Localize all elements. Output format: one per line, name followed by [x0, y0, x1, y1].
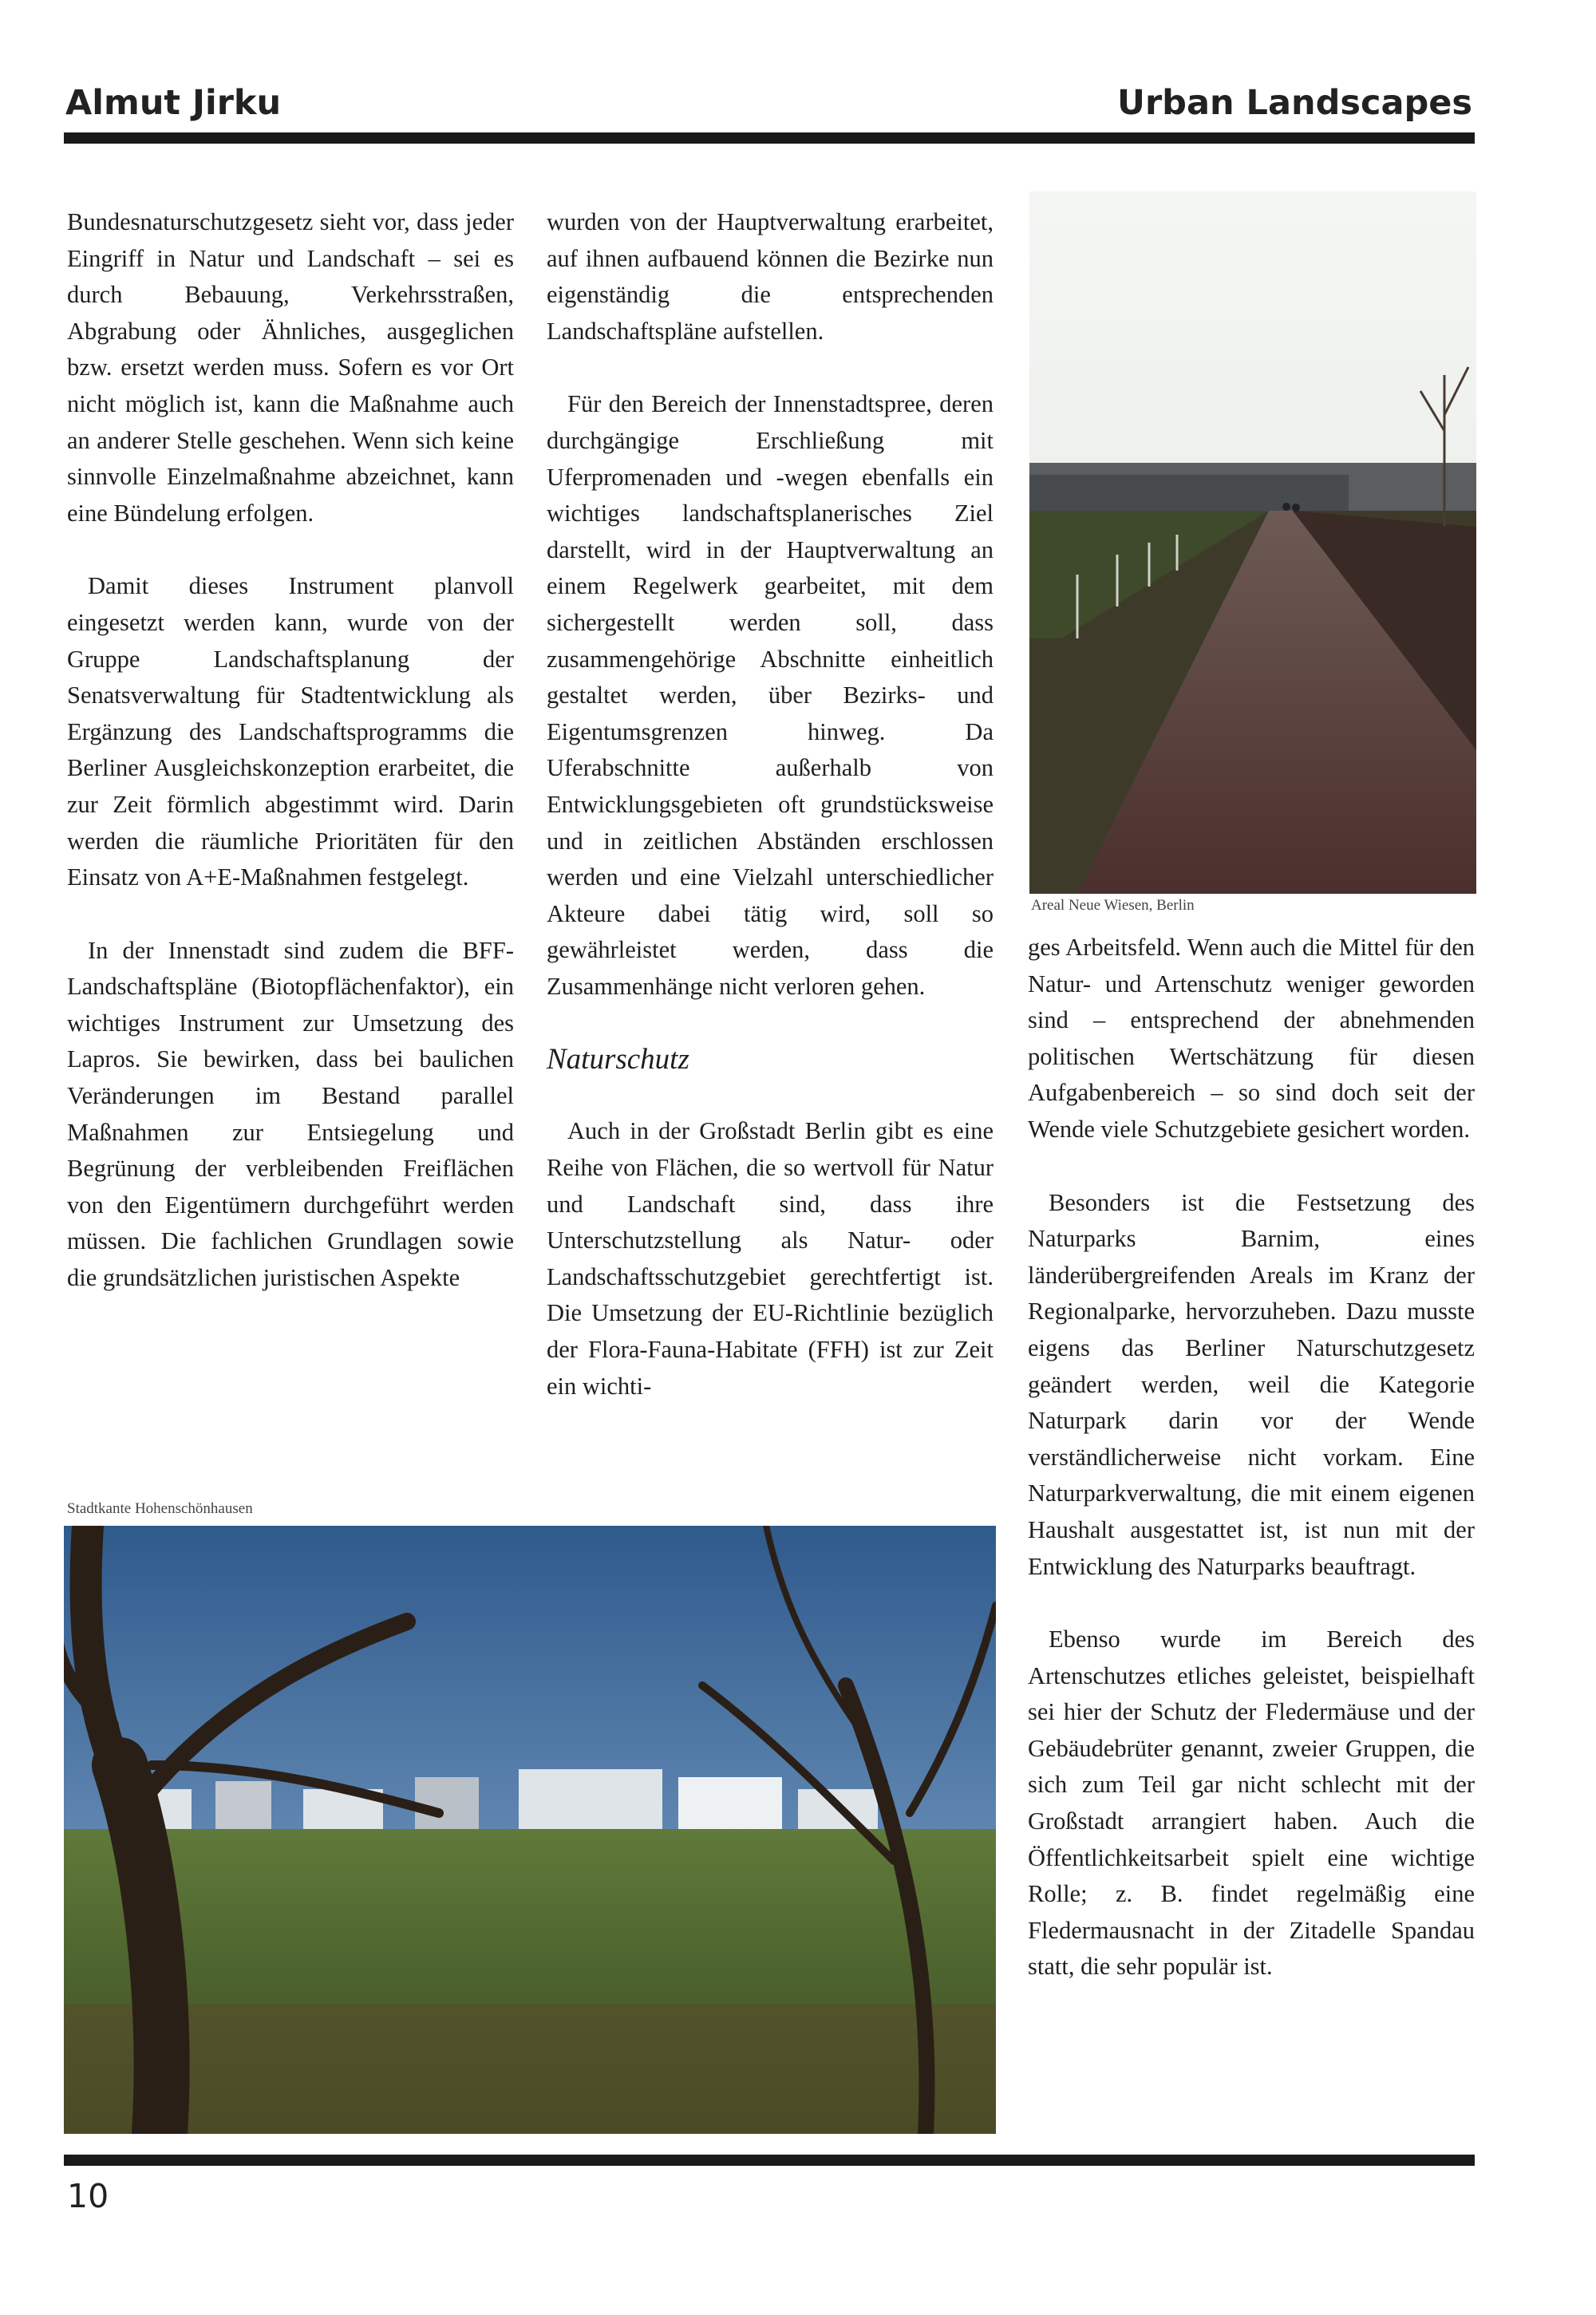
paragraph: Ebenso wurde im Bereich des Artenschutzes etliches geleistet, beispielhaft sei hier der Schutz der Fledermäuse und der Gebäudebrüter genannt, zweier Gruppen, die sich zum Teil gar nicht schlecht mit der Großstadt arrangiert haben. Auch die Öffentlichkeitsarbeit spielt eine wichtige Rolle; z. B. findet regelmäßig eine Fledermausnacht in der Zitadelle Spandau statt, die sehr populär ist.: [1028, 1626, 1475, 1981]
header-series-title: Urban Landscapes: [1117, 83, 1472, 123]
photo-stadtkante-hohenschoenhausen: [64, 1526, 996, 2134]
header-author: Almut Jirku: [65, 83, 282, 123]
paragraph: Für den Bereich der Innenstadtspree, deren durchgängige Erschließung mit Uferpromenaden und -wegen ebenfalls ein wichtiges landschaftsplanerisches Ziel darstellt, wird in der Hauptverwaltung an einem Regelwerk gearbeitet, mit dem sichergestellt werden soll, dass zusammengehörige Abschnitte einheitlich gestaltet werden, über Bezirks- und Eigentumsgrenzen hinweg. Da Uferabschnitte außerhalb von Entwicklungsgebieten oft grundstücksweise und in zeitlichen Abständen erschlossen werden und eine Vielzahl unterschiedlicher Akteure dabei tätig wird, soll so gewährleistet werden, dass die Zusammenhänge nicht verloren gehen.: [547, 390, 994, 1000]
page-number: 10: [67, 2177, 109, 2215]
text-column-1: [67, 204, 514, 1333]
paragraph: In der Innenstadt sind zudem die BFF-Landschaftspläne (Biotopflächenfaktor), ein wichtiges Instrument zur Umsetzung des Lapros. Sie bewirken, dass bei baulichen Veränderungen im Bestand parallel Maßnahmen zur Entsiegelung und Begrünung der verbleibenden Freiflächen von den Eigentümern durchgeführt werden müssen. Die fachlichen Grundlagen sowie die grundsätzlichen juristischen Aspekte: [67, 936, 514, 1292]
paragraph: Bundesnaturschutzgesetz sieht vor, dass jeder Eingriff in Natur und Landschaft – sei es durch Bebauung, Verkehrsstraßen, Abgrabung oder Ähnliches, ausgeglichen bzw. ersetzt werden muss. Sofern es vor Ort nicht möglich ist, kann die Maßnahme auch an anderer Stelle geschehen. Wenn sich keine sinnvolle Einzelmaßnahme abzeichnet, kann eine Bündelung erfolgen.: [67, 208, 514, 527]
paragraph: Auch in der Großstadt Berlin gibt es eine Reihe von Flächen, die so wertvoll für Natur und Landschaft sind, dass ihre Unterschutzstellung als Natur- oder Landschaftsschutzgebiet gerechtfertigt ist. Die Umsetzung der EU-Richtlinie bezüglich der Flora-Fauna-Habitate (FFH) ist zur Zeit ein wichti-: [547, 1117, 994, 1400]
header-rule: [64, 132, 1475, 144]
photo-caption-bottom: Stadtkante Hohenschönhausen: [67, 1500, 253, 1517]
photo-caption-right: Areal Neue Wiesen, Berlin: [1031, 897, 1195, 914]
photo-areal-neue-wiesen: [1029, 192, 1476, 894]
paragraph: Besonders ist die Festsetzung des Naturparks Barnim, eines länderübergreifenden Areals im Kranz der Regionalparke, hervorzuheben. Dazu musste eigens das Berliner Naturschutzgesetz geändert werden, weil die Kategorie Naturpark darin vor der Wende verständlicherweise nicht vorkam. Eine Naturparkverwaltung, die mit einem eigenen Haushalt ausgestattet ist, ist nun mit der Entwicklung des Naturparks beauftragt.: [1028, 1188, 1475, 1580]
paragraph: ges Arbeitsfeld. Wenn auch die Mittel für den Natur- und Artenschutz weniger geworden sind – entsprechend der abnehmenden politischen Wertschätzung für diesen Aufgabenbereich – so sind doch seit der Wende viele Schutzgebiete gesichert worden.: [1028, 934, 1475, 1143]
section-heading: Naturschutz: [547, 1043, 689, 1077]
text-column-3: [1028, 930, 1475, 2022]
text-column-2: [547, 204, 994, 1441]
footer-rule: [64, 2155, 1475, 2166]
paragraph: Damit dieses Instrument planvoll eingesetzt werden kann, wurde von der Gruppe Landschaftsplanung der Senatsverwaltung für Stadtentwicklung als Ergänzung des Landschaftsprogramms die Berliner Ausgleichskonzeption erarbeitet, die zur Zeit förmlich abgestimmt wird. Darin werden die räumliche Prioritäten für den Einsatz von A+E-Maßnahmen festgelegt.: [67, 572, 514, 891]
paragraph: wurden von der Hauptverwaltung erarbeitet, auf ihnen aufbauend können die Bezirke nun eigenständig die entsprechenden Landschaftspläne aufstellen.: [547, 208, 994, 345]
